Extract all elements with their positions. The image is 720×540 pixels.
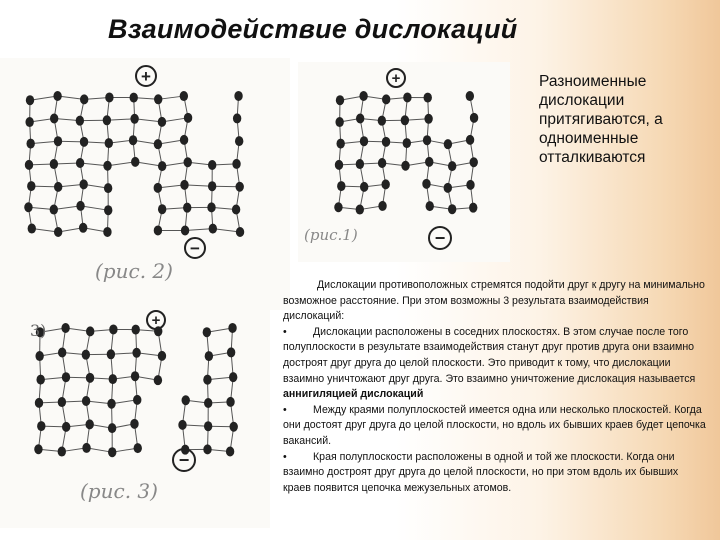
lattice-atom xyxy=(401,115,409,125)
lattice-atom xyxy=(28,224,36,234)
minus-mark: − xyxy=(434,228,446,248)
lattice-atom xyxy=(470,113,478,123)
lattice-atom xyxy=(378,201,386,211)
lattice-atom xyxy=(236,227,244,237)
lattice-atom xyxy=(25,160,33,170)
lattice-atom xyxy=(26,139,34,149)
lattice-atom xyxy=(62,422,70,432)
lattice-atom xyxy=(232,204,240,214)
lattice-atom xyxy=(422,179,430,189)
lattice-atom xyxy=(35,398,43,408)
lattice-atom xyxy=(423,135,431,145)
lattice-atom xyxy=(80,94,88,104)
lattice-atom xyxy=(403,138,411,148)
lattice-atom xyxy=(448,204,456,214)
fig3-label: (рис. 3) xyxy=(80,479,158,503)
lattice-atom xyxy=(180,135,188,145)
lattice-drawing-1 xyxy=(0,58,290,310)
lattice-atom xyxy=(107,349,115,359)
lattice-atom xyxy=(360,182,368,192)
lattice-atom xyxy=(104,205,112,215)
lattice-atom xyxy=(181,226,189,236)
lattice-atom xyxy=(336,95,344,105)
lattice-atom xyxy=(424,93,432,103)
lattice-atom xyxy=(180,91,188,101)
lattice-atom xyxy=(236,182,244,192)
lattice-atom xyxy=(334,202,342,212)
lattice-sketch-2 xyxy=(298,62,510,262)
lattice-atom xyxy=(208,160,216,170)
lattice-atom xyxy=(337,181,345,191)
lattice-atom xyxy=(107,399,115,409)
lattice-atom xyxy=(158,117,166,127)
lattice-atom xyxy=(108,423,116,433)
lattice-atom xyxy=(109,324,117,334)
lattice-atom xyxy=(229,372,237,382)
lattice-atom xyxy=(207,202,215,212)
lattice-atom xyxy=(130,114,138,124)
lattice-atom xyxy=(203,327,211,337)
lattice-atom xyxy=(335,160,343,170)
lattice-atom xyxy=(378,158,386,168)
lattice-atom xyxy=(154,225,162,235)
list-item: • Между краями полуплоскостей имеется одна или несколько плоскостей. Когда они достоят друг друга до целой плоскости, но вдоль их бывших краев будет цепочка вакансий. xyxy=(283,403,706,447)
body-text xyxy=(283,278,708,496)
lattice-atom xyxy=(183,203,191,213)
lattice-atom xyxy=(444,139,452,149)
lattice-atom xyxy=(359,91,367,101)
lattice-atom xyxy=(54,227,62,237)
lattice-atom xyxy=(203,444,211,454)
lattice-atom xyxy=(226,446,234,456)
lattice-atom xyxy=(61,323,69,333)
lattice-atom xyxy=(184,157,192,167)
lattice-atom xyxy=(335,117,343,127)
lattice-atom xyxy=(209,224,217,234)
lattice-atom xyxy=(76,158,84,168)
lattice-atom xyxy=(105,92,113,102)
lattice-atom xyxy=(203,375,211,385)
lattice-atom xyxy=(134,443,142,453)
lattice-atom xyxy=(58,348,66,358)
lattice-atom xyxy=(79,223,87,233)
lattice-atom xyxy=(104,183,112,193)
lattice-atom xyxy=(381,179,389,189)
lattice-atom xyxy=(103,227,111,237)
lattice-atom xyxy=(178,420,186,430)
lattice-atom xyxy=(109,374,117,384)
lattice-atom xyxy=(154,375,162,385)
lattice-atom xyxy=(54,182,62,192)
lattice-atom xyxy=(470,157,478,167)
intro-paragraph: Дислокации противоположных стремятся подойти друг к другу на минимально возможное расстояние. При этом возможны 3 результата взаимодействия дислокаций: xyxy=(283,279,705,323)
lattice-atom xyxy=(336,139,344,149)
fig3-number: 3) xyxy=(30,321,47,340)
lattice-atom xyxy=(466,180,474,190)
lattice-sketch-1 xyxy=(0,58,290,310)
lattice-atom xyxy=(235,136,243,146)
lattice-atom xyxy=(130,93,138,103)
lattice-atom xyxy=(425,157,433,167)
lattice-atom xyxy=(227,347,235,357)
lattice-atom xyxy=(154,139,162,149)
list-item: • Дислокации расположены в соседних плоскостях. В этом случае после того полуплоскости в результате взаимодействия станут друг против друга они взаимно достроят друг друга до целой плоскости. Это приводит к тому, что дислокации взаимно уничтожают друг друга. Это взаимно уничтожение дислокация называется аннигиляцией дислокаций xyxy=(283,325,696,401)
lattice-atom xyxy=(233,113,241,123)
plus-mark: + xyxy=(391,70,401,87)
lattice-atom xyxy=(50,114,58,124)
lattice-drawing-2 xyxy=(298,62,510,262)
lattice-atom xyxy=(469,203,477,213)
lattice-atom xyxy=(356,114,364,124)
lattice-atom xyxy=(76,116,84,126)
lattice-atom xyxy=(466,135,474,145)
lattice-atom xyxy=(24,202,32,212)
lattice-atom xyxy=(234,91,242,101)
lattice-atom xyxy=(444,183,452,193)
lattice-atom xyxy=(35,351,43,361)
lattice-atom xyxy=(132,348,140,358)
lattice-atom xyxy=(34,444,42,454)
lattice-drawing-3 xyxy=(0,300,270,528)
plus-mark: + xyxy=(151,312,161,329)
lattice-atom xyxy=(54,136,62,146)
lattice-atom xyxy=(401,161,409,171)
lattice-atom xyxy=(86,373,94,383)
list-item: • Края полуплоскости расположены в одной и той же плоскости. Когда они взаимно достроят друг друга до целой плоскости, но при этом вдоль их бывших краев появится цепочка межузельных атомов. xyxy=(283,450,679,494)
lattice-atom xyxy=(132,325,140,335)
lattice-atom xyxy=(424,114,432,124)
lattice-atom xyxy=(103,115,111,125)
lattice-atom xyxy=(466,91,474,101)
lattice-atom xyxy=(154,94,162,104)
lattice-atom xyxy=(58,447,66,457)
lattice-atom xyxy=(131,371,139,381)
lattice-atom xyxy=(27,181,35,191)
lattice-atom xyxy=(158,161,166,171)
lattice-atom xyxy=(50,205,58,215)
fig2-label: (рис. 2) xyxy=(95,259,173,283)
lattice-atom xyxy=(58,397,66,407)
lattice-atom xyxy=(230,422,238,432)
minus-mark: − xyxy=(190,239,200,258)
lattice-atom xyxy=(133,395,141,405)
lattice-atom xyxy=(158,351,166,361)
lattice-atom xyxy=(382,137,390,147)
lattice-atom xyxy=(82,443,90,453)
lattice-atom xyxy=(37,421,45,431)
lattice-atom xyxy=(232,159,240,169)
lattice-atom xyxy=(180,180,188,190)
lattice-atom xyxy=(82,396,90,406)
lattice-atom xyxy=(129,135,137,145)
lattice-atom xyxy=(228,323,236,333)
lattice-atom xyxy=(378,116,386,126)
lattice-atom xyxy=(158,204,166,214)
lattice-atom xyxy=(426,201,434,211)
lattice-atom xyxy=(50,159,58,169)
lattice-atom xyxy=(131,157,139,167)
lattice-atom xyxy=(204,398,212,408)
lattice-atom xyxy=(86,326,94,336)
lattice-atom xyxy=(80,137,88,147)
fig1-label: (рис.1) xyxy=(304,226,358,244)
lattice-atom xyxy=(208,181,216,191)
lattice-atom xyxy=(76,201,84,211)
lattice-atom xyxy=(130,419,138,429)
lattice-atom xyxy=(85,419,93,429)
lattice-atom xyxy=(226,397,234,407)
lattice-atom xyxy=(382,94,390,104)
lattice-atom xyxy=(108,447,116,457)
lattice-atom xyxy=(105,138,113,148)
lattice-atom xyxy=(448,161,456,171)
lattice-atom xyxy=(356,205,364,215)
lattice-atom xyxy=(103,161,111,171)
plus-mark: + xyxy=(141,67,151,86)
lattice-atom xyxy=(82,350,90,360)
lattice-atom xyxy=(204,421,212,431)
lattice-atom xyxy=(356,159,364,169)
lattice-atom xyxy=(154,183,162,193)
lattice-atom xyxy=(79,179,87,189)
lattice-atom xyxy=(25,117,33,127)
lattice-atom xyxy=(182,395,190,405)
lattice-atom xyxy=(62,372,70,382)
lattice-atom xyxy=(53,91,61,101)
lattice-sketch-3 xyxy=(0,300,270,528)
caption-text: Разноименные дислокации притягиваются, а одноименные отталкиваются xyxy=(539,73,663,166)
lattice-atom xyxy=(36,375,44,385)
lattice-atom xyxy=(403,92,411,102)
lattice-atom xyxy=(205,351,213,361)
lattice-atom xyxy=(360,136,368,146)
minus-mark: − xyxy=(178,450,190,470)
slide-title: Взаимодействие дислокаций xyxy=(108,14,518,44)
lattice-atom xyxy=(26,95,34,105)
annihilation-term: аннигиляцией дислокаций xyxy=(283,388,424,401)
lattice-atom xyxy=(184,113,192,123)
